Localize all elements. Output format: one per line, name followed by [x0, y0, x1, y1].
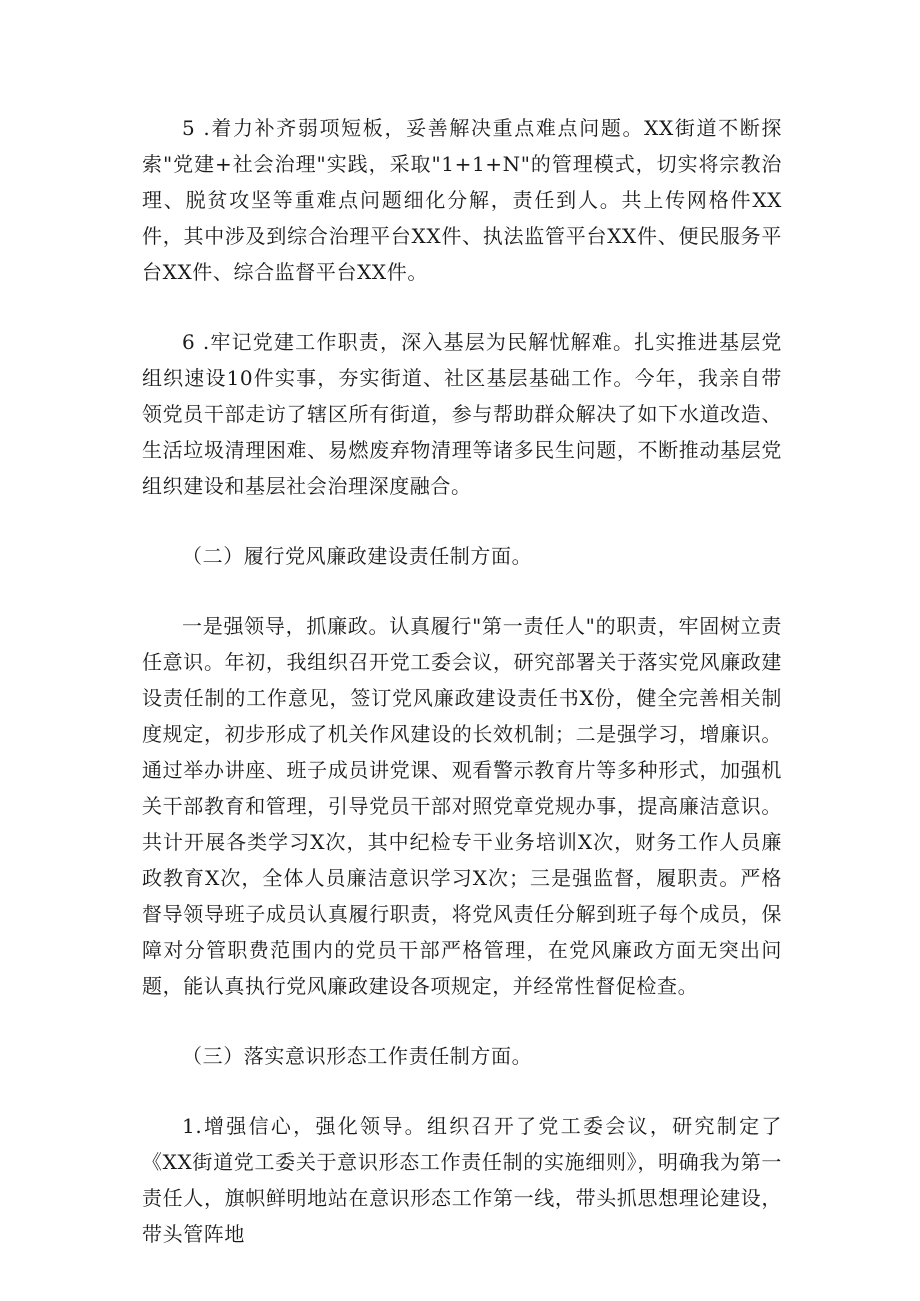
section-heading-3: （三）落实意识形态工作责任制方面。	[182, 1044, 533, 1068]
paragraph-item-6: 6 .牢记党建工作职责，深入基层为民解忧解难。扎实推进基层党组织速设10件实事，夯实街道、社区基层基础工作。今年，我亲自带领党员干部走访了辖区所有街道，参与帮助群众解决了如下水道改造、生活垃圾清理困难、易燃废弃物清理等诸多民生问题，不断推动基层党组织建设和基层社会治理深度融合。	[142, 330, 782, 498]
paragraph-lianzheng: 一是强领导，抓廉政。认真履行"第一责任人"的职责，牢固树立责任意识。年初，我组织召开党工委会议，研究部署关于落实党风廉政建设责任制的工作意见，签订党风廉政建设责任书X份，健全完善相关制度规定，初步形成了机关作风建设的长效机制；二是强学习，增廉识。通过举办讲座、班子成员讲党课、观看警示教育片等多种形式，加强机关干部教育和管理，引导党员干部对照党章党规办事，提高廉洁意识。共计开展各类学习X次，其中纪检专干业务培训X次，财务工作人员廉政教育X次，全体人员廉洁意识学习X次；三是强监督，履职责。严格督导领导班子成员认真履行职责，将党风责任分解到班子每个成员，保障对分管职费范围内的党员干部严格管理，在党风廉政方面无突出问题，能认真执行党风廉政建设各项规定，并经常性督促检查。	[142, 614, 782, 998]
section-heading-2: （二）履行党风廉政建设责任制方面。	[182, 544, 533, 568]
document-body	[142, 110, 782, 1252]
paragraph-item-5: 5 .着力补齐弱项短板，妥善解决重点难点问题。XX街道不断探索"党建+社会治理"实践，采取"1+1+N"的管理模式，切实将宗教治理、脱贫攻坚等重难点问题细化分解，责任到人。共上传网格件XX件，其中涉及到综合治理平台XX件、执法监管平台XX件、便民服务平台XX件、综合监督平台XX件。	[142, 116, 782, 284]
paragraph-yishi-1: 1.增强信心，强化领导。组织召开了党工委会议，研究制定了《XX街道党工委关于意识形态工作责任制的实施细则》，明确我为第一责任人，旗帜鲜明地站在意识形态工作第一线，带头抓思想理论建设，带头管阵地	[142, 1114, 782, 1246]
